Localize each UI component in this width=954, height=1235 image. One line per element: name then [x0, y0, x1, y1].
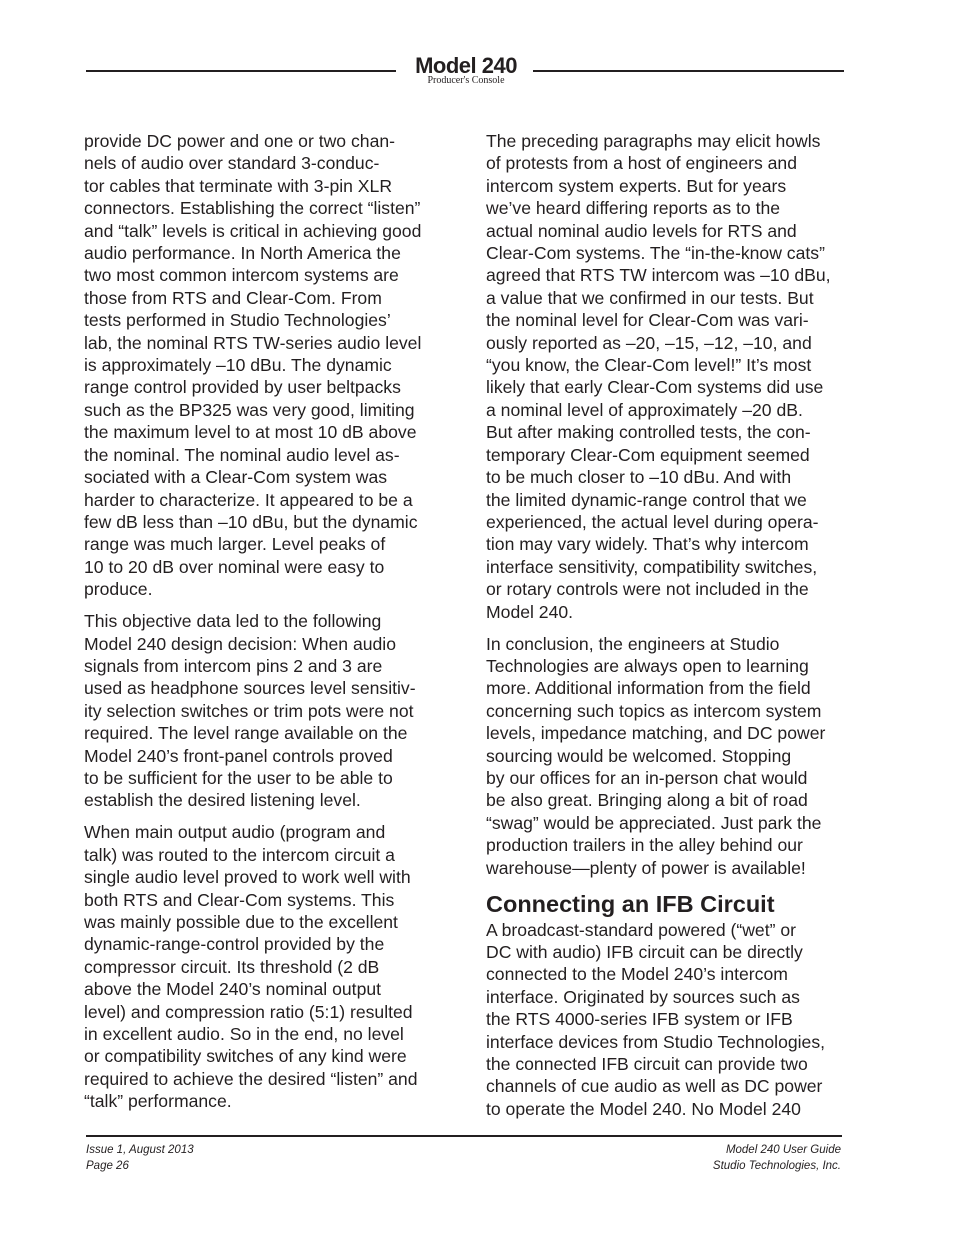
paragraph: A broadcast-standard powered (“wet” or DC with audio) IFB circuit can be directly connected to the Model 240’s intercom interface. Originated by sources such as the RTS 4000-series IFB system or IFB interface devices from Studio Technologies, the connected IFB circuit can provide two channels of cue audio as well as DC power to operate the Model 240. No Model 240: [486, 919, 826, 1119]
model-240-logo: [404, 54, 528, 86]
header-rule-right: [533, 70, 844, 72]
logo-subtitle: Producer's Console: [427, 75, 505, 86]
footer-rule: [86, 1135, 842, 1137]
logo-title: Model 240: [415, 53, 517, 78]
header-rule-left: [86, 70, 396, 72]
paragraph: The preceding paragraphs may elicit howls of protests from a host of engineers and intercom system experts. But for years we’ve heard differing reports as to the actual nominal audio levels for RTS and Clear-Com systems. The “in-the-know cats” agreed that RTS TW intercom was –10 dBu, a value that we confirmed in our tests. But the nominal level for Clear-Com was vari- ously reported as –20, –15, –12, –10, and “you know, the Clear-Com level!” It’s most likely that early Clear-Com systems did use a nominal level of approximately –20 dB. But after making controlled tests, the con- temporary Clear-Com equipment seemed to be much closer to –10 dBu. And with the limited dynamic-range control that we experienced, the actual level during opera- tion may vary widely. That’s why intercom interface sensitivity, compatibility switches, or rotary controls were not included in the Model 240.: [486, 131, 831, 622]
footer-left: [86, 1143, 194, 1174]
paragraph: When main output audio (program and talk) was routed to the intercom circuit a single audio level proved to work well with both RTS and Clear-Com systems. This was mainly possible due to the excellent dynamic-range-control provided by the compressor circuit. Its threshold (2 dB above the Model 240’s nominal output level) and compression ratio (5:1) resulted in excellent audio. So in the end, no level or compatibility switches of any kind were required to achieve the desired “listen” and “talk” performance.: [84, 822, 418, 1112]
right-column: [486, 130, 856, 1130]
page-number: Page 26: [86, 1159, 129, 1172]
footer-right: [713, 1143, 841, 1174]
section-heading: Connecting an IFB Circuit: [486, 890, 775, 917]
left-column: [84, 130, 454, 1122]
paragraph: This objective data led to the following Model 240 design decision: When audio signals from intercom pins 2 and 3 are used as headphone sources level sensitiv- ity selection switches or trim pots were not required. The level range available on the Model 240’s front-panel controls proved to be sufficient for the user to be able to establish the desired listening level.: [84, 611, 416, 811]
issue-date: Issue 1, August 2013: [86, 1144, 194, 1156]
company-name: Studio Technologies, Inc.: [712, 1159, 841, 1172]
paragraph: provide DC power and one or two chan- nels of audio over standard 3-conduc- tor cables that terminate with 3-pin XLR connectors. Establishing the correct “listen” and “talk” levels is critical in achieving good audio performance. In North America the two most common intercom systems are those from RTS and Clear-Com. From tests performed in Studio Technologies’ lab, the nominal RTS TW-series audio level is approximately –10 dBu. The dynamic range control provided by user beltpacks such as the BP325 was very good, limiting the maximum level to at most 10 dB above the nominal. The nominal audio level as- sociated with a Clear-Com system was harder to characterize. It appeared to be a few dB less than –10 dBu, but the dynamic range was much larger. Level peaks of 10 to 20 dB over nominal were easy to produce.: [84, 131, 422, 600]
guide-title: Model 240 User Guide: [725, 1144, 841, 1156]
paragraph: In conclusion, the engineers at Studio Technologies are always open to learning more. Additional information from the field concerning such topics as intercom system levels, impedance matching, and DC power sourcing would be welcomed. Stopping by our offices for an in-person chat would be also great. Bringing along a bit of road “swag” would be appreciated. Just park the production trailers in the alley behind our warehouse—plenty of power is available!: [486, 633, 826, 878]
